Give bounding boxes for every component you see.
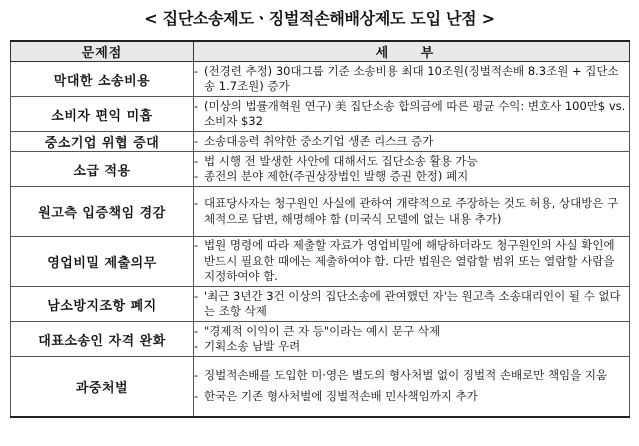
detail-item: - (전경련 추정) 30대그룹 기준 소송비용 최대 10조원(징벌적손배 8.3조원 + 집단소송 1.7조원) 증가 [194,63,619,93]
dash-bullet: - [194,133,199,148]
dash-bullet: - [194,323,199,338]
detail-cell [194,187,630,237]
detail-item: - 대표당사자는 청구원인 사실에 관하여 개략적으로 주장하는 것도 허용, 상대방은 구체적으로 답변, 해명해야 함 (미국식 모델에 없는 내용 추가) [194,196,619,226]
dash-bullet: - [194,238,199,253]
table-row [11,62,630,97]
table-row [11,287,630,322]
dash-bullet: - [194,98,199,113]
detail-cell [194,287,630,322]
dash-bullet: - [194,153,199,168]
detail-item: - 징벌적손배를 도입한 미·영은 별도의 형사처벌 없이 징벌적 손배로만 책임을 지움 [194,367,608,382]
detail-item: - '최근 3년간 3건 이상의 집단소송에 관여했던 자'는 원고측 소송대리인이 될 수 없다는 조항 삭제 [194,288,621,318]
table-row [11,357,630,417]
issue-cell: 남소방지조항 폐지 [11,287,194,322]
dash-bullet: - [194,367,199,382]
detail-column-header: 세 부 [194,41,630,62]
table-row [11,97,630,132]
detail-cell [194,357,630,417]
detail-cell [194,237,630,287]
issue-cell: 대표소송인 자격 완화 [11,322,194,357]
dash-bullet: - [194,339,199,353]
header-row [11,41,630,62]
detail-cell [194,97,630,132]
issue-cell: 영업비밀 제출의무 [11,237,194,287]
detail-cell [194,152,630,187]
detail-cell [194,62,630,97]
issue-cell: 소비자 편익 미흡 [11,97,194,132]
detail-item: - 한국은 기존 형사처벌에 징벌적손배 민사책임까지 추가 [194,389,478,404]
detail-cell [194,322,630,357]
dash-bullet: - [194,63,199,78]
dash-bullet: - [194,169,199,183]
table-row [11,187,630,237]
detail-cell [194,132,630,152]
detail-item: - 법원 명령에 따라 제출할 자료가 영업비밀에 해당하더라도 청구원인의 사실 확인에 반드시 필요한 때에는 제출하여야 함. 다만 법원은 열람할 범위 또는 열람할 사람을 지정하여야 함. [194,238,615,284]
table-row [11,132,630,152]
detail-item: - "경제적 이익이 큰 자 등"이라는 예시 문구 삭제 [194,323,441,338]
issue-cell: 막대한 소송비용 [11,62,194,97]
issue-cell: 과중처벌 [11,357,194,417]
issue-cell: 원고측 입증책임 경감 [11,187,194,237]
page-title: < 집단소송제도ㆍ징벌적손해배상제도 도입 난점 > [144,9,495,28]
dash-bullet: - [194,389,199,404]
detail-item: - 종전의 분야 제한(주권상장법인 발행 증권 한정) 폐지 [194,169,469,183]
table-row [11,322,630,357]
issue-cell: 중소기업 위협 증대 [11,132,194,152]
detail-item: - (미상의 법률개혁원 연구) 美 집단소송 합의금에 따른 평균 수익: 변호사 100만$ vs. 소비자 $32 [194,98,626,128]
detail-item: - 법 시행 전 발생한 사안에 대해서도 집단소송 활용 가능 [194,153,478,168]
issue-column-header: 문제점 [11,41,194,62]
dash-bullet: - [194,196,199,210]
issues-table [10,40,630,418]
detail-item: - 소송대응력 취약한 중소기업 생존 리스크 증가 [194,133,434,148]
detail-item: - 기획소송 남발 우려 [194,339,301,353]
table-row [11,237,630,287]
dash-bullet: - [194,288,199,303]
issue-cell: 소급 적용 [11,152,194,187]
table-row [11,152,630,187]
